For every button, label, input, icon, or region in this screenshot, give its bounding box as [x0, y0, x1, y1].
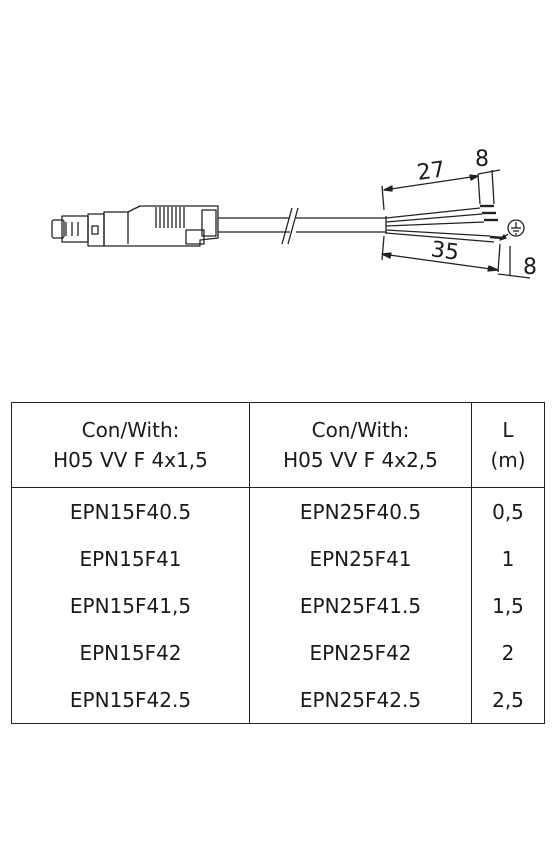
- table-cell: 1,5: [472, 582, 545, 629]
- table-cell: EPN25F42.5: [250, 676, 472, 724]
- connector-grip: [156, 207, 184, 228]
- header-cable-2x5: [250, 403, 472, 488]
- table-cell: EPN15F41,5: [12, 582, 250, 629]
- connector-plug: [52, 206, 218, 246]
- table-cell: EPN15F41: [12, 535, 250, 582]
- header-line: H05 VV F 4x2,5: [283, 448, 438, 472]
- table-row: [12, 488, 545, 536]
- cable-wires: [386, 206, 504, 242]
- header-line: Con/With:: [311, 418, 410, 442]
- table-cell: EPN25F40.5: [250, 488, 472, 536]
- spec-table: [11, 402, 545, 724]
- table-cell: EPN25F41: [250, 535, 472, 582]
- dimension-bottom-long: 35: [429, 237, 461, 266]
- cable-drawing: [0, 0, 555, 380]
- header-line: Con/With:: [81, 418, 180, 442]
- table-cell: EPN25F41.5: [250, 582, 472, 629]
- table-row: [12, 535, 545, 582]
- table-cell: 1: [472, 535, 545, 582]
- header-length: [472, 403, 545, 488]
- table-row: [12, 676, 545, 724]
- table-cell: EPN15F42.5: [12, 676, 250, 724]
- dimension-bottom-short: 8: [523, 255, 537, 280]
- header-line: H05 VV F 4x1,5: [53, 448, 208, 472]
- header-cable-1x5: [12, 403, 250, 488]
- table-cell: EPN15F42: [12, 629, 250, 676]
- table-row: [12, 582, 545, 629]
- table-cell: 0,5: [472, 488, 545, 536]
- dimension-top-short: 8: [475, 147, 489, 172]
- dimension-top-long: 27: [415, 157, 447, 186]
- table-cell: EPN25F42: [250, 629, 472, 676]
- table-header-row: [12, 403, 545, 488]
- table-cell: 2: [472, 629, 545, 676]
- cable: [218, 208, 386, 244]
- table-row: [12, 629, 545, 676]
- table-cell: 2,5: [472, 676, 545, 724]
- earth-ground-icon: [500, 220, 524, 240]
- header-line: (m): [490, 448, 526, 472]
- header-line: L: [502, 418, 514, 442]
- table-cell: EPN15F40.5: [12, 488, 250, 536]
